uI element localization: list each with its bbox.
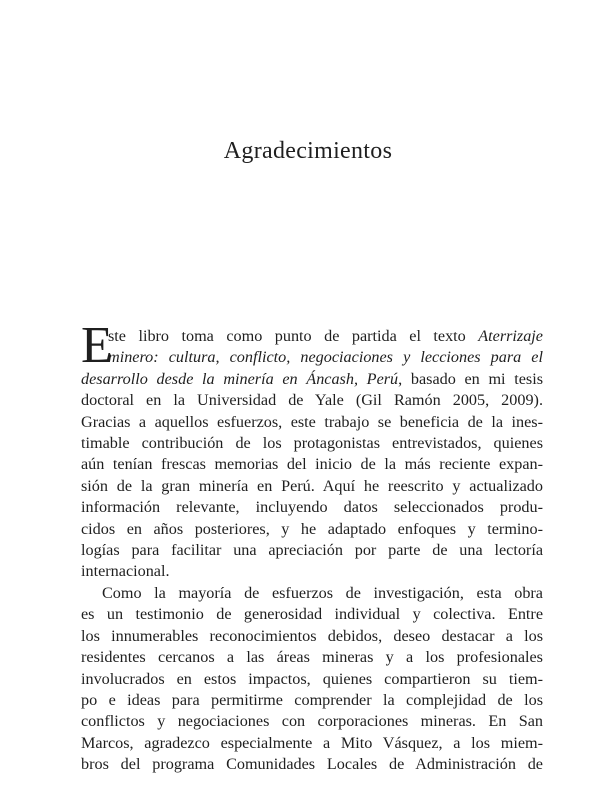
text-line [81,326,543,347]
text-span: ste libro toma como punto de partida el texto [108,327,466,345]
paragraph-2 [81,583,543,776]
text-line: doctoral en la Universidad de Yale (Gil Ramón 2005, 2009). [81,391,543,410]
text-line: bros del programa Comunidades Locales de Administración de [81,755,543,774]
text-line: po e ideas para permitirme comprender la complejidad de los [81,690,543,709]
page-title: Agradecimientos [223,138,393,164]
text-line: los innumerables reconocimientos debidos, deseo destacar a los [81,626,543,645]
text-line: conflictos y negociaciones con corporaciones mineras. En San [81,712,543,731]
text-line [81,347,543,368]
text-line: Gracias a aquellos esfuerzos, este trabajo se beneficia de la ines- [81,412,543,431]
text-span: , basado en mi tesis [398,369,543,388]
text-line: residentes cercanos a las áreas mineras y a los profesionales [81,648,543,667]
text-line [81,369,543,390]
drop-cap: E [81,317,113,374]
text-line: es un testimonio de generosidad individual y colectiva. Entre [81,605,543,624]
text-line: timable contribución de los protagonistas entrevistados, quienes [81,434,543,453]
text-line: sión de la gran minería en Perú. Aquí he reescrito y actualizado [81,476,543,495]
body-text [81,317,543,776]
paragraph-1 [81,317,543,583]
text-line: cidos en años posteriores, y he adaptado enfoques y termino- [81,519,543,538]
text-line: información relevante, incluyendo datos seleccionados produ- [81,498,543,517]
text-line: involucrados en estos impactos, quienes compartieron su tiem- [81,669,543,688]
text-line: logías para facilitar una apreciación por parte de una lectoría [81,541,543,560]
italic-title-span: minero: cultura, conflicto, negociaciones y lecciones para el [108,348,543,367]
text-line: Marcos, agradezco especialmente a Mito Vásquez, a los miem- [81,733,543,752]
italic-title-span: desarrollo desde la minería en Áncash, Perú [81,369,399,388]
text-line: Como la mayoría de esfuerzos de investigación, esta obra [102,583,543,602]
italic-title-span: Aterrizaje [478,327,543,345]
text-line: aún tenían frescas memorias del inicio de la más reciente expan- [81,455,543,474]
text-line: internacional. [81,562,170,581]
